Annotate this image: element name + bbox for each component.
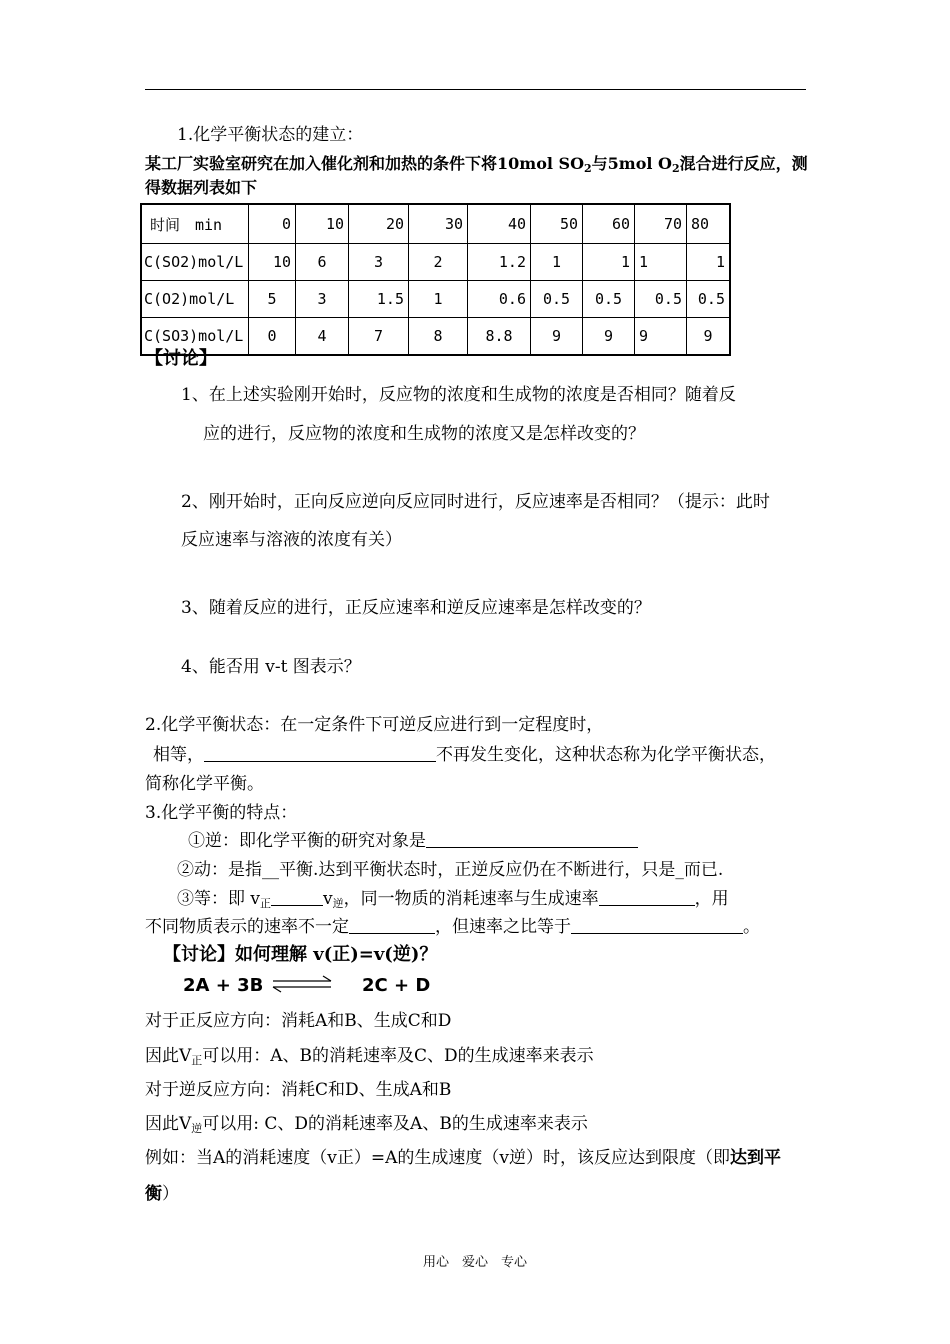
table-cell: 9: [531, 318, 583, 356]
page-footer: 用心 爱心 专心: [422, 1255, 527, 1270]
equation-left: 2A + 3B: [183, 975, 264, 996]
section-3-point-1: ①逆：即化学平衡的研究对象是: [188, 830, 638, 852]
explain-line-2: 因此$V_正$可以用：A、B的消耗速率及C、D的生成速率来表示: [145, 1046, 594, 1067]
table-cell: 时间 min: [141, 204, 249, 244]
equation-right: 2C + D: [362, 975, 431, 996]
table-cell: 9: [583, 318, 635, 356]
fill-blank: [204, 745, 436, 762]
explain-line-1: 对于正反应方向：消耗A和B、生成C和D: [145, 1011, 452, 1031]
table-cell: 0.5: [687, 281, 731, 318]
table-cell: 2: [409, 244, 468, 281]
table-header-row: [141, 204, 730, 244]
table-cell: 5: [249, 281, 296, 318]
section-3-point-3-cont: 不同物质表示的速率不一定 ，但速率之比等于 。: [145, 917, 760, 937]
table-cell: 0: [249, 318, 296, 356]
table-cell: 6: [296, 244, 349, 281]
explain-line-3: 对于逆反应方向：消耗C和D、生成A和B: [145, 1080, 452, 1100]
section-1-intro-line2: 得数据列表如下: [145, 178, 258, 197]
question-2-line2: 反应速率与溶液的浓度有关）: [181, 530, 402, 550]
question-3: 3、随着反应的进行，正反应速率和逆反应速率是怎样改变的？: [181, 598, 651, 618]
table-cell: 40: [468, 204, 531, 244]
section-1-intro-line1: 某工厂实验室研究在加入催化剂和加热的条件下将10mol $SO_2$与5mol $O_2$混合进行反应，测: [145, 154, 808, 175]
question-1-line1: 1、在上述实验刚开始时，反应物的浓度和生成物的浓度是否相同？随着反: [181, 385, 736, 405]
table-cell: 1.2: [468, 244, 531, 281]
section-3-point-2: ②动：是指__平衡.达到平衡状态时，正逆反应仍在不断进行，只是_而已.: [177, 860, 724, 880]
table-cell: 50: [531, 204, 583, 244]
explain-line-5: 例如：当A的消耗速度（v正）=A的生成速度（v逆）时，该反应达到限度（即达到平: [145, 1148, 782, 1168]
table-cell: 3: [296, 281, 349, 318]
table-cell: 1: [531, 244, 583, 281]
table-cell: C(O2)mol/L: [141, 281, 249, 318]
table-cell: 4: [296, 318, 349, 356]
table-cell: 9: [635, 318, 687, 356]
table-row: [141, 281, 730, 318]
header-rule: [145, 89, 806, 90]
table-cell: 3: [349, 244, 409, 281]
table-cell: 1: [583, 244, 635, 281]
table-row: [141, 318, 730, 356]
section-1-title: 1.化学平衡状态的建立：: [177, 125, 364, 145]
fill-blank: [599, 889, 695, 906]
question-2-line1: 2、刚开始时，正向反应逆向反应同时进行，反应速率是否相同？（提示：此时: [181, 492, 770, 512]
table-cell: 0.5: [635, 281, 687, 318]
question-4: 4、能否用 v-t 图表示？: [181, 657, 361, 677]
fill-blank: [571, 917, 743, 934]
table-row: [141, 244, 730, 281]
section-2-line1: 2.化学平衡状态：在一定条件下可逆反应进行到一定程度时，: [145, 715, 604, 735]
table-cell: 80: [687, 204, 731, 244]
table-cell: 9: [687, 318, 731, 356]
explain-line-6: 衡）: [145, 1184, 179, 1204]
fill-blank: [271, 889, 323, 906]
table-cell: 20: [349, 204, 409, 244]
section-2-line3: 简称化学平衡。: [145, 774, 264, 794]
section-2-line2: 相等， 不再发生变化，这种状态称为化学平衡状态，: [153, 745, 776, 765]
fill-blank: [426, 831, 638, 848]
section-3-title: 3.化学平衡的特点：: [145, 803, 298, 823]
table-cell: 7: [349, 318, 409, 356]
concentration-table: [140, 203, 731, 356]
table-cell: 10: [249, 244, 296, 281]
table-cell: 8: [409, 318, 468, 356]
table-cell: 8.8: [468, 318, 531, 356]
table-cell: 60: [583, 204, 635, 244]
table-cell: 0.5: [531, 281, 583, 318]
table-cell: 10: [296, 204, 349, 244]
question-1-line2: 应的进行，反应物的浓度和生成物的浓度又是怎样改变的？: [203, 424, 645, 444]
table-cell: 0.5: [583, 281, 635, 318]
table-cell: 1: [409, 281, 468, 318]
equilibrium-arrow-icon: [271, 975, 333, 993]
section-3-point-3: ③等：即 $v_正$ $v_逆$，同一物质的消耗速率与生成速率 ，用: [177, 889, 729, 910]
table-cell: C(SO3)mol/L: [141, 318, 249, 356]
discussion-heading: 【讨论】: [145, 348, 217, 369]
table-cell: 0.6: [468, 281, 531, 318]
table-cell: 30: [409, 204, 468, 244]
table-cell: 1: [687, 244, 731, 281]
explain-line-4: 因此$V_逆$可以用: C、D的消耗速率及A、B的生成速率来表示: [145, 1114, 588, 1135]
discussion-2-heading: 【讨论】如何理解 v(正)=v(逆)？: [163, 944, 438, 965]
table-cell: 1: [635, 244, 687, 281]
table-cell: 1.5: [349, 281, 409, 318]
fill-blank: [349, 917, 435, 934]
table-cell: 0: [249, 204, 296, 244]
table-cell: C(SO2)mol/L: [141, 244, 249, 281]
table-cell: 70: [635, 204, 687, 244]
